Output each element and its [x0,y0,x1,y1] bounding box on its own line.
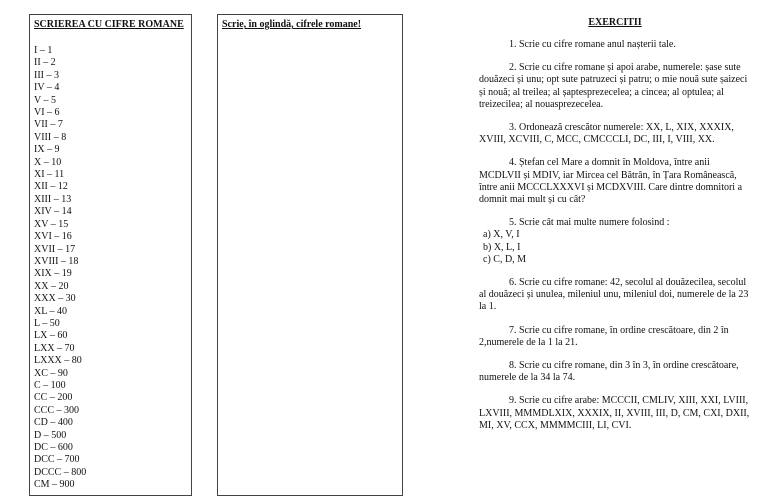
roman-numeral-item: DCCC – 800 [34,466,87,478]
roman-numeral-item: LX – 60 [34,330,68,342]
roman-numeral-item: XX – 20 [34,280,69,292]
exercise-2 [479,62,751,111]
mirror-writing-title: Scrie, în oglindă, cifrele romane! [222,19,362,30]
exercise-5-options [479,229,751,266]
exercise-7 [479,325,751,349]
roman-numeral-item: IV – 4 [34,82,60,94]
exercise-9 [479,395,751,432]
roman-numeral-item: XVI – 16 [34,231,72,243]
exercise-8 [479,360,751,384]
roman-numeral-item: CCC – 300 [34,404,80,416]
exercises-title: EXERCITII [588,17,642,28]
exercise-text: 2. Scrie cu cifre romane și apoi arabe, numerele: șase sute douăzeci și unu; opt sute patruzeci și patru; o mie nouă sute șaizeci și nouă; al treilea; al șaptesprezecelea; a cincea; al optulea; al treizecilea; al nouasprezecelea. [479,62,748,110]
roman-numeral-item: DCC – 700 [34,454,80,466]
roman-numerals-list [34,45,191,492]
roman-numeral-item: XL – 40 [34,305,67,317]
roman-numeral-item: XVII – 17 [34,243,76,255]
roman-numeral-item: VIII – 8 [34,131,67,143]
roman-numeral-item: CM – 900 [34,479,75,491]
exercise-text: 8. Scrie cu cifre romane, din 3 în 3, în ordine crescătoare, numerele de la 34 la 74. [479,360,739,384]
roman-numeral-item: I – 1 [34,45,53,56]
option-a: a) X, V, I [483,229,520,241]
roman-numeral-item: CD – 400 [34,417,73,429]
mirror-writing-column [217,14,403,496]
roman-numeral-item: XIV – 14 [34,206,72,218]
option-b: b) X, L, I [483,241,521,253]
roman-numeral-item: CC – 200 [34,392,73,404]
exercise-text: 4. Ștefan cel Mare a domnit în Moldova, între anii MCDLVII și MDIV, iar Mircea cel Bătrân, în Țara Românească, între anii MCCCLXXXVI și MCDXVIII. Care dintre domnitori a domnit mai mult și cu cât? [479,157,743,206]
exercise-5 [479,217,751,266]
roman-numeral-item: D – 500 [34,429,67,441]
roman-numeral-item: XI – 11 [34,169,65,181]
roman-numeral-item: XII – 12 [34,181,68,193]
roman-numeral-item: DC – 600 [34,442,73,453]
roman-numeral-item: LXX – 70 [34,342,75,354]
roman-numeral-item: C – 100 [34,379,66,391]
roman-numeral-item: XC – 90 [34,367,68,379]
roman-numeral-item: LXXX – 80 [34,355,82,367]
exercise-text: 1. Scrie cu cifre romane anul nașterii tale. [509,39,676,50]
exercise-6 [479,277,751,314]
exercise-text: 6. Scrie cu cifre romane: 42, secolul al douăzecilea, secolul al douăzeci și unulea, mileniul unu, mileniul doi, numerele de la 23 la 1. [479,277,749,313]
exercise-3 [479,122,751,146]
roman-numeral-item: XXX – 30 [34,293,76,305]
exercise-text: 3. Ordonează crescător numerele: XX, L, XIX, XXXIX, XVIII, XCVIII, C, MCC, CMCCCLI, DC, III, I, VIII, XX. [479,122,734,146]
roman-numeral-item: VII – 7 [34,119,63,131]
roman-numerals-title: SCRIEREA CU CIFRE ROMANE [34,19,184,30]
roman-numeral-item: V – 5 [34,94,57,106]
roman-numeral-item: L – 50 [34,317,60,329]
roman-numeral-item: III – 3 [34,69,59,81]
roman-numeral-item: XIII – 13 [34,193,72,205]
exercise-text: 5. Scrie cât mai multe numere folosind : [509,217,670,229]
exercises-section [479,17,751,443]
exercise-1 [479,39,751,51]
roman-numeral-item: XVIII – 18 [34,255,79,267]
roman-numeral-item: II – 2 [34,57,56,69]
exercise-text: 7. Scrie cu cifre romane, în ordine crescătoare, din 2 în 2,numerele de la 1 la 21. [479,324,729,348]
roman-numerals-table [29,14,192,496]
option-c: c) C, D, M [483,253,527,265]
roman-numeral-item: XIX – 19 [34,268,72,280]
roman-numeral-item: X – 10 [34,156,62,168]
exercise-4 [479,157,751,206]
roman-numeral-item: VI – 6 [34,107,60,119]
exercise-text: 9. Scrie cu cifre arabe: MCCCII, CMLIV, XIII, XXI, LVIII, LXVIII, MMMDLXIX, XXXIX, II, XVIII, III, D, CM, CXI, DXII, MI, XV, CCX, MMMMCIII, LI, CVI. [479,395,750,431]
roman-numeral-item: XV – 15 [34,218,69,230]
roman-numeral-item: IX – 9 [34,144,60,156]
